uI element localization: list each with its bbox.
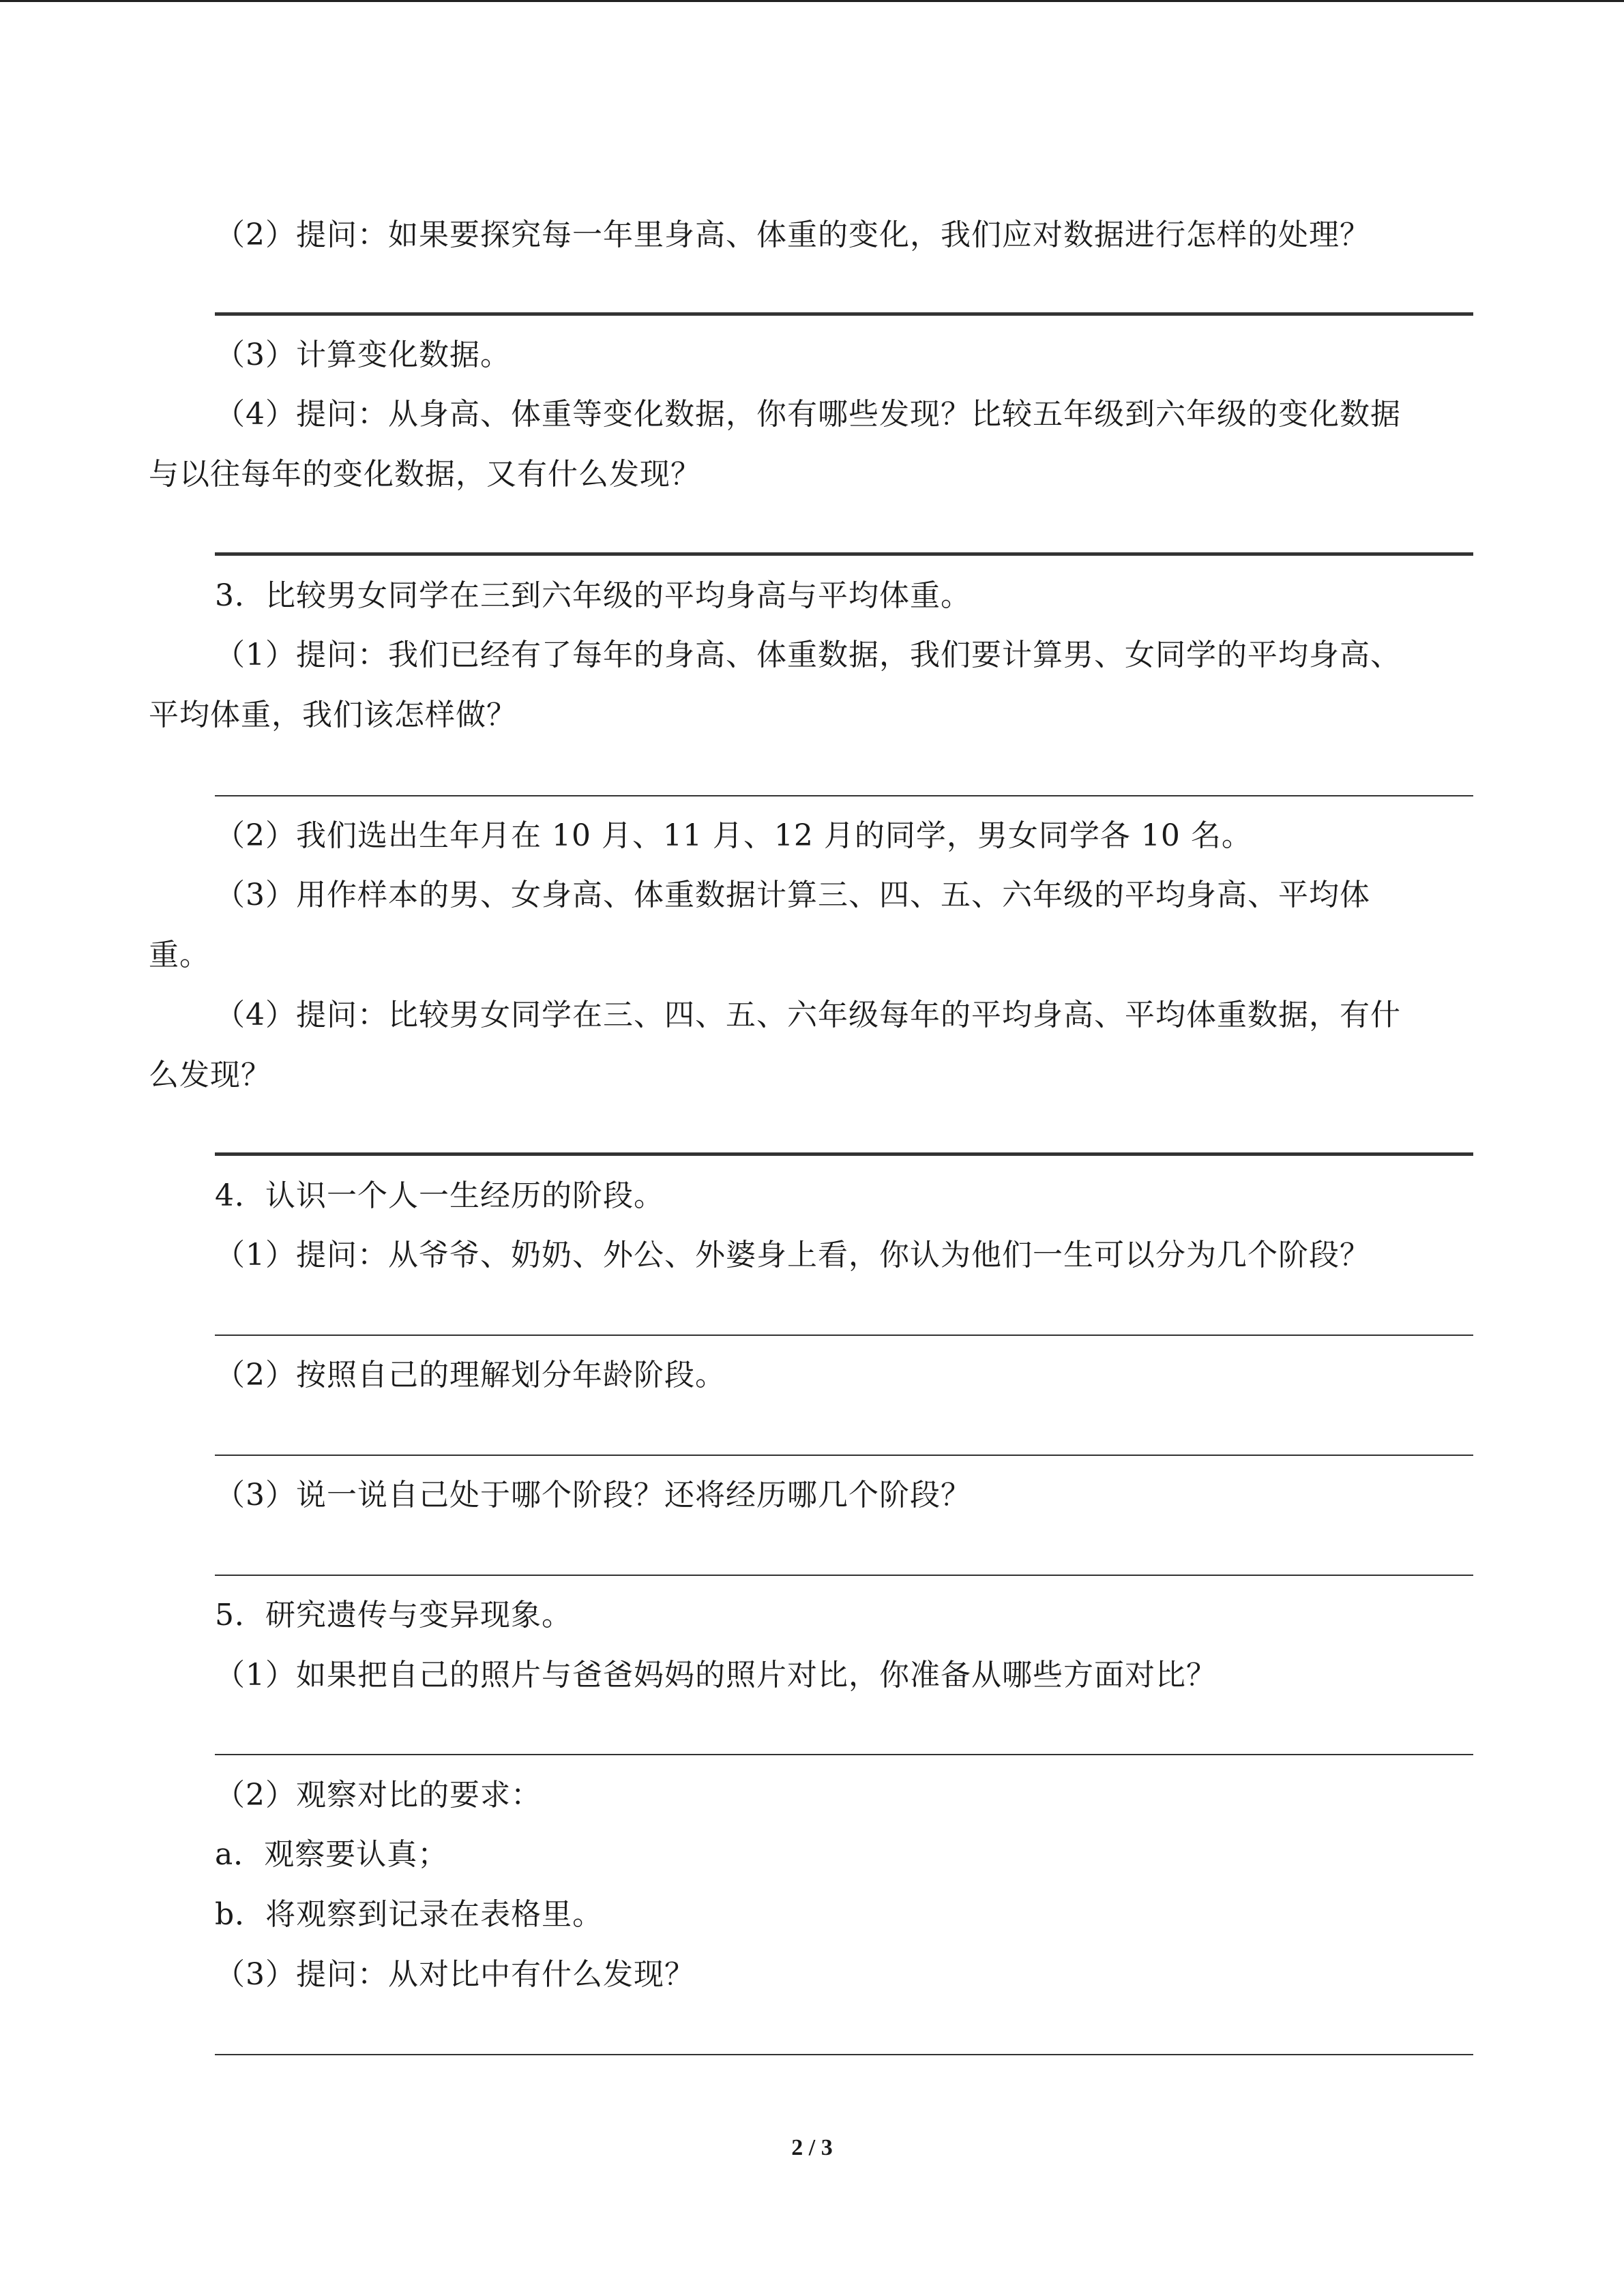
text-line: （3）提问：从对比中有什么发现？: [215, 1957, 695, 1992]
list-item: a．观察要认真；: [215, 1837, 449, 1872]
text-line: （1）如果把自己的照片与爸爸妈妈的照片对比，你准备从哪些方面对比？: [215, 1658, 1217, 1693]
answer-line: [215, 795, 1473, 796]
text-line: 么发现？: [149, 1058, 271, 1092]
text-line: （4）提问：比较男女同学在三、四、五、六年级每年的平均身高、平均体重数据，有什: [215, 998, 1401, 1032]
text-line: （2）我们选出生年月在 10 月、11 月、12 月的同学，男女同学各 10 名。: [215, 818, 1252, 853]
answer-line: [215, 1455, 1473, 1456]
text-line: （3）计算变化数据。: [215, 338, 511, 372]
text-line: （2）提问：如果要探究每一年里身高、体重的变化，我们应对数据进行怎样的处理？: [215, 218, 1370, 252]
answer-line: [215, 2054, 1473, 2055]
text-line: 与以往每年的变化数据，又有什么发现？: [149, 457, 701, 492]
text-line: （1）提问：我们已经有了每年的身高、体重数据，我们要计算男、女同学的平均身高、: [215, 638, 1401, 672]
text-line: 平均体重，我们该怎样做？: [149, 698, 517, 732]
text-line: （4）提问：从身高、体重等变化数据，你有哪些发现？比较五年级到六年级的变化数据: [215, 397, 1401, 432]
answer-line: [215, 1152, 1473, 1156]
text-line: （3）用作样本的男、女身高、体重数据计算三、四、五、六年级的平均身高、平均体: [215, 878, 1370, 912]
answer-line: [215, 312, 1473, 316]
text-line: （1）提问：从爷爷、奶奶、外公、外婆身上看，你认为他们一生可以分为几个阶段？: [215, 1238, 1370, 1272]
text-line: （2）按照自己的理解划分年龄阶段。: [215, 1358, 726, 1392]
answer-line: [215, 552, 1473, 556]
text-line: （2）观察对比的要求：: [215, 1778, 542, 1813]
section-heading: 3．比较男女同学在三到六年级的平均身高与平均体重。: [215, 578, 971, 613]
page-number: 2 / 3: [791, 2135, 833, 2160]
list-item: b．将观察到记录在表格里。: [215, 1897, 604, 1932]
answer-line: [215, 1754, 1473, 1755]
text-line: （3）说一说自己处于哪个阶段？还将经历哪几个阶段？: [215, 1478, 971, 1512]
text-line: 重。: [149, 938, 210, 972]
answer-line: [215, 1575, 1473, 1576]
section-heading: 5．研究遗传与变异现象。: [215, 1598, 572, 1632]
section-heading: 4．认识一个人一生经历的阶段。: [215, 1178, 664, 1213]
answer-line: [215, 1335, 1473, 1336]
